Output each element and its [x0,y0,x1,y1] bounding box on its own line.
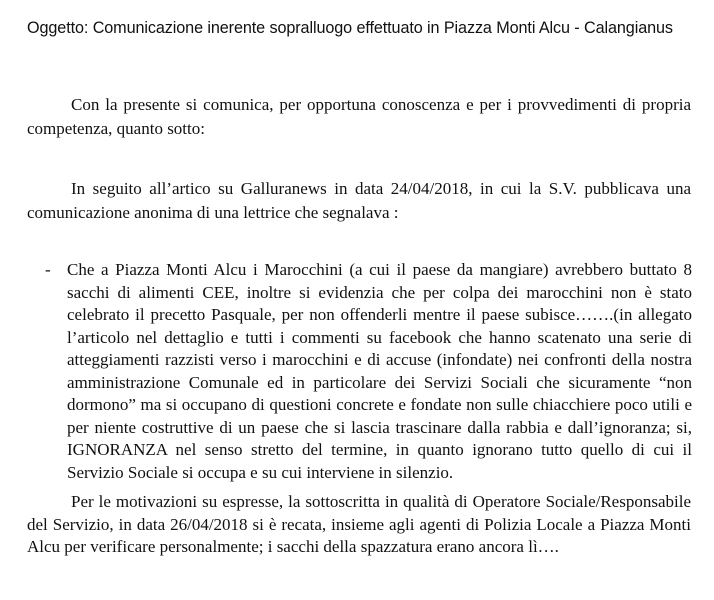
intro-paragraph: Con la presente si comunica, per opportuna conoscenza e per i provvedimenti di propria competenza, quanto sotto: [27,95,691,138]
subject-line: Oggetto: Comunicazione inerente sopralluogo effettuato in Piazza Monti Alcu - Calangianus [27,19,673,37]
conclusion-paragraph: Per le motivazioni su espresse, la sottoscritta in qualità di Operatore Sociale/Responsabile del Servizio, in data 26/04/2018 si è recata, insieme agli agenti di Polizia Locale a Piazza Monti Alcu per verificare personalmente; i sacchi della spazzatura erano ancora lì…. [27,492,691,556]
bullet-marker: - [45,260,51,279]
bullet-text: Che a Piazza Monti Alcu i Marocchini (a cui il paese da mangiare) avrebbero buttato 8 sacchi di alimenti CEE, inoltre si evidenzia che per colpa dei marocchini non è stato celebrato il precetto Pasquale, per non offenderli mentre il paese subisce…….(in allegato l’articolo nel dettaglio e tutti i commenti su facebook che hanno scatenato una serie di atteggiamenti razzisti verso i marocchini e di accuse (infondate) nei confronti della nostra amministrazione Comunale ed in particolare dei Servizi Sociali che sicuramente “non dormono” ma si occupano di questioni concrete e fondate non sulle chiacchiere poco utili e per niente costruttive di un paese che si lascia trascinare dalla rabbia e dall’ignoranza; si, IGNORANZA nel senso stretto del termine, in quanto ignorano tutto quello di cui il Servizio Sociale si occupa e su cui interviene in silenzio. [67,260,692,482]
context-paragraph: In seguito all’artico su Galluranews in data 24/04/2018, in cui la S.V. pubblicava una comunicazione anonima di una lettrice che segnalava : [27,179,691,222]
